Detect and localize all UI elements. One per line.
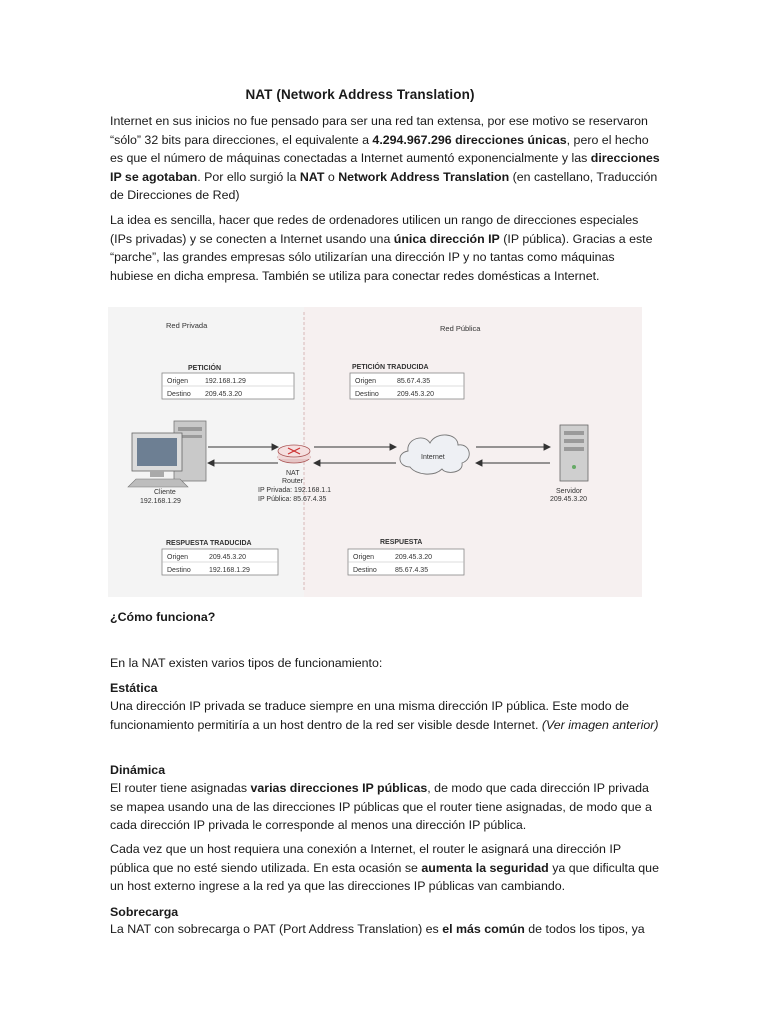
origen-label: Origen: [353, 554, 375, 561]
peticion-traducida-box: [350, 373, 464, 399]
bold-text: direcciones IP se agotaban: [110, 151, 660, 184]
sobrecarga-paragraph: [110, 920, 670, 939]
client-label: Cliente: [154, 489, 176, 496]
server-ip: 209.45.3.20: [550, 496, 587, 503]
dinamica-heading: Dinámica: [110, 763, 166, 777]
router-line2: Router: [282, 478, 304, 485]
text: (IP pública). Gracias a este “parche”, las grandes empresas sólo utilizarían una dirección IP y no tantas como máquinas hubiese en dicha empresa. También se utiliza para conectar redes domésticas a Internet.: [110, 231, 653, 283]
peticion-box: [162, 373, 294, 399]
bold-text: el más común: [442, 922, 525, 936]
destino-ip: 209.45.3.20: [397, 391, 434, 398]
text: , de modo que cada dirección IP privada se mapea usando una de las direcciones IP públicas que el router tiene asignadas, de modo que a cada dirección IP privada le corresponde al menos una dirección IP pública.: [110, 781, 652, 833]
origen-ip: 209.45.3.20: [395, 554, 432, 561]
router-private-ip: IP Privada: 192.168.1.1: [258, 487, 332, 494]
peticion-traducida-title: PETICIÓN TRADUCIDA: [352, 364, 429, 371]
dinamica-paragraph: [110, 779, 660, 835]
text: Una dirección IP privada se traduce siempre en una misma dirección IP pública. Este modo de funcionamiento permitiría a un host dentro de la red ser visible desde Internet.: [110, 699, 629, 732]
respuesta-title: RESPUESTA: [380, 539, 423, 546]
private-network-label: Red Privada: [166, 321, 208, 330]
origen-ip: 209.45.3.20: [209, 554, 246, 561]
bold-text: NAT: [299, 169, 325, 184]
internet-label: Internet: [421, 454, 445, 461]
text: (en castellano, Traducción de Direcciones de Red): [110, 169, 658, 203]
origen-label: Origen: [167, 378, 189, 385]
router-public-ip: IP Pública: 85.67.4.35: [258, 496, 327, 503]
origen-label: Origen: [355, 378, 377, 385]
text: . Por ello surgió la: [197, 169, 300, 184]
estatica-paragraph: [110, 697, 660, 734]
router-icon: [278, 445, 310, 463]
respuesta-traducida-title: RESPUESTA TRADUCIDA: [166, 540, 252, 547]
destino-ip: 85.67.4.35: [395, 567, 429, 574]
client-ip: 192.168.1.29: [140, 498, 181, 505]
bold-text: varias direcciones IP públicas: [250, 781, 428, 795]
bold-text: Network Address Translation: [338, 169, 510, 184]
italic-text: (Ver imagen anterior): [541, 717, 659, 732]
text: Internet en sus inicios no fue pensado para ser una red tan extensa, por ese motivo se reservaron “sólo” 32 bits para direcciones, el equivalente a: [110, 114, 648, 147]
page-title: NAT (Network Address Translation): [245, 87, 475, 102]
bold-text: 4.294.967.296 direcciones únicas: [372, 132, 567, 147]
origen-label: Origen: [167, 554, 189, 561]
estatica-heading: Estática: [110, 681, 158, 695]
sobrecarga-heading: Sobrecarga: [110, 905, 179, 919]
server-label: Servidor: [556, 488, 583, 495]
bold-text: única dirección IP: [393, 231, 500, 246]
public-network-label: Red Pública: [440, 324, 481, 333]
nat-diagram: [108, 307, 642, 597]
destino-label: Destino: [353, 567, 377, 574]
router-line1: NAT: [286, 470, 300, 477]
server-icon: [560, 425, 588, 481]
dinamica-paragraph-2: [110, 840, 660, 896]
intro-paragraph: [110, 112, 660, 205]
respuesta-box: [348, 549, 464, 575]
respuesta-traducida-box: [162, 549, 278, 575]
text: o: [324, 169, 339, 184]
text: de todos los tipos, ya: [524, 922, 645, 936]
text: La NAT con sobrecarga o PAT (Port Address Translation) es: [110, 922, 443, 936]
idea-paragraph: [110, 211, 660, 285]
text: La idea es sencilla, hacer que redes de ordenadores utilicen un rango de direcciones especiales (IPs privadas) y se conecten a Internet usando una: [110, 213, 639, 246]
destino-ip: 209.45.3.20: [205, 391, 242, 398]
destino-ip: 192.168.1.29: [209, 567, 250, 574]
text: , pero el hecho es que el número de máquinas conectadas a Internet aumentó exponencialmente y las: [110, 132, 649, 166]
text: ya que dificulta que un host externo ingrese a la red ya que las direcciones IP públicas van cambiando.: [110, 860, 659, 894]
text: Cada vez que un host requiera una conexión a Internet, el router le asignará una dirección IP pública que no esté siendo utilizada. En esta ocasión se: [110, 842, 621, 875]
destino-label: Destino: [355, 391, 379, 398]
como-funciona-heading: ¿Cómo funciona?: [110, 610, 216, 624]
origen-ip: 192.168.1.29: [205, 378, 246, 385]
destino-label: Destino: [167, 567, 191, 574]
destino-label: Destino: [167, 391, 191, 398]
bold-text: aumenta la seguridad: [421, 860, 549, 875]
types-intro: En la NAT existen varios tipos de funcionamiento:: [110, 656, 383, 670]
origen-ip: 85.67.4.35: [397, 378, 431, 385]
text: El router tiene asignadas: [110, 781, 251, 795]
peticion-title: PETICIÓN: [188, 365, 222, 372]
